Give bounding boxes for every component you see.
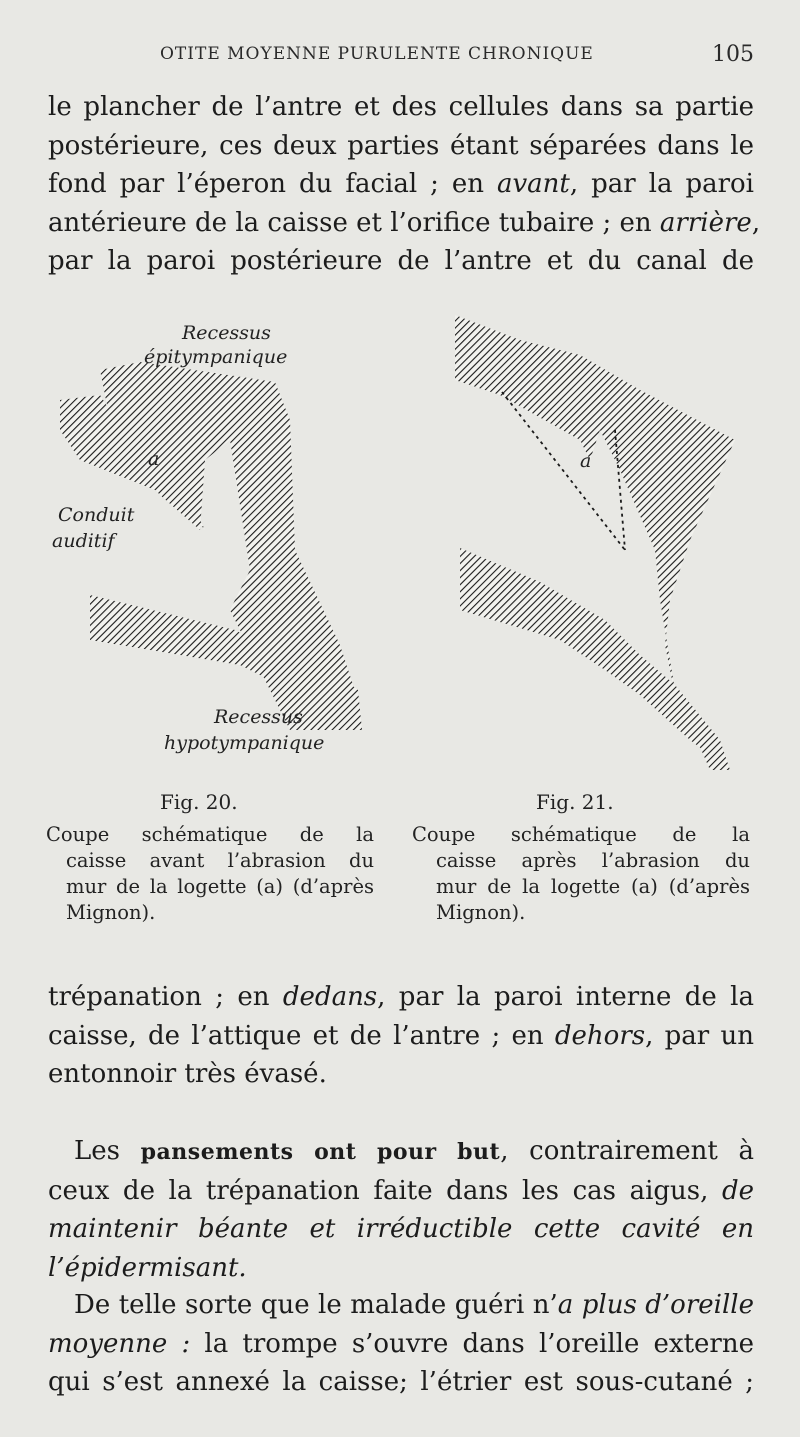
text-line: postérieure, ces deux parties étant séparées dans le (48, 130, 754, 161)
italic-term: arrière (659, 207, 752, 238)
italic-term: avant (496, 169, 570, 199)
italic-term: moyenne : (48, 1328, 191, 1359)
label-a: a (148, 448, 160, 470)
text-line: entonnoir très évasé. (48, 1059, 327, 1089)
label-conduit: Conduit (58, 504, 135, 526)
label-recessus-bottom: Recessus (214, 706, 303, 728)
label-auditif: auditif (52, 530, 115, 552)
label-a: a (580, 450, 592, 472)
text-line: par la paroi postérieure de l’antre et du canal de (48, 246, 754, 276)
running-title: OTITE MOYENNE PURULENTE CHRONIQUE (160, 44, 594, 64)
text-line: trépanation ; en dedans, par la paroi interne de la (48, 982, 754, 1012)
italic-term: de (721, 1175, 754, 1206)
label-hypotympanique: hypotympanique (164, 732, 325, 754)
figure-20 (40, 300, 400, 790)
paragraph-3 (48, 1132, 754, 1287)
text-line: caisse, de l’attique et de l’antre ; en dehors, par un (48, 1020, 754, 1051)
upper-wall-shape (455, 315, 735, 770)
running-header (0, 38, 800, 78)
text-line: antérieure de la caisse et l’orifice tubaire ; en arrière, (48, 207, 761, 238)
text-line: moyenne : la trompe s’ouvre dans l’oreille externe (48, 1328, 754, 1359)
figure-21 (440, 300, 760, 780)
label-recessus-top: Recessus (182, 322, 271, 344)
figure-21-caption: Coupe schématique de la caisse après l’abrasion du mur de la logette (a) (d’après Mignon). (412, 823, 750, 924)
text-line: De telle sorte que le malade guéri n’a plus d’oreille (74, 1290, 754, 1320)
italic-term: a plus d’oreille (557, 1290, 754, 1320)
figure-20-label: Fig. 20. (160, 790, 238, 814)
figure-20-caption: Coupe schématique de la caisse avant l’abrasion du mur de la logette (a) (d’après Mignon). (46, 823, 374, 924)
italic-term: dedans (282, 982, 378, 1012)
italic-term: dehors (554, 1020, 646, 1051)
text-line: le plancher de l’antre et des cellules dans sa partie (48, 92, 754, 122)
bold-term: pansements ont pour but (140, 1139, 501, 1165)
lower-wall-shape (460, 548, 730, 770)
paragraph-2 (48, 978, 754, 1094)
label-epitympanique: épitympanique (144, 346, 288, 368)
figure-21-diagram (440, 300, 760, 780)
paragraph-1 (48, 88, 761, 281)
paragraph-4 (48, 1286, 754, 1402)
text-line: Les pansements ont pour but, contrairement à (74, 1136, 755, 1166)
text-line: maintenir béante et irréductible cette cavité en (48, 1214, 754, 1244)
page-number: 105 (712, 42, 754, 67)
text-line: fond par l’éperon du facial ; en avant, par la paroi (48, 169, 754, 199)
figure-21-label: Fig. 21. (536, 790, 614, 814)
text-line: l’épidermisant. (48, 1252, 247, 1283)
text-line: ceux de la trépanation faite dans les cas aigus, de (48, 1175, 754, 1206)
text-line: qui s’est annexé la caisse; l’étrier est sous-cutané ; (48, 1367, 754, 1397)
